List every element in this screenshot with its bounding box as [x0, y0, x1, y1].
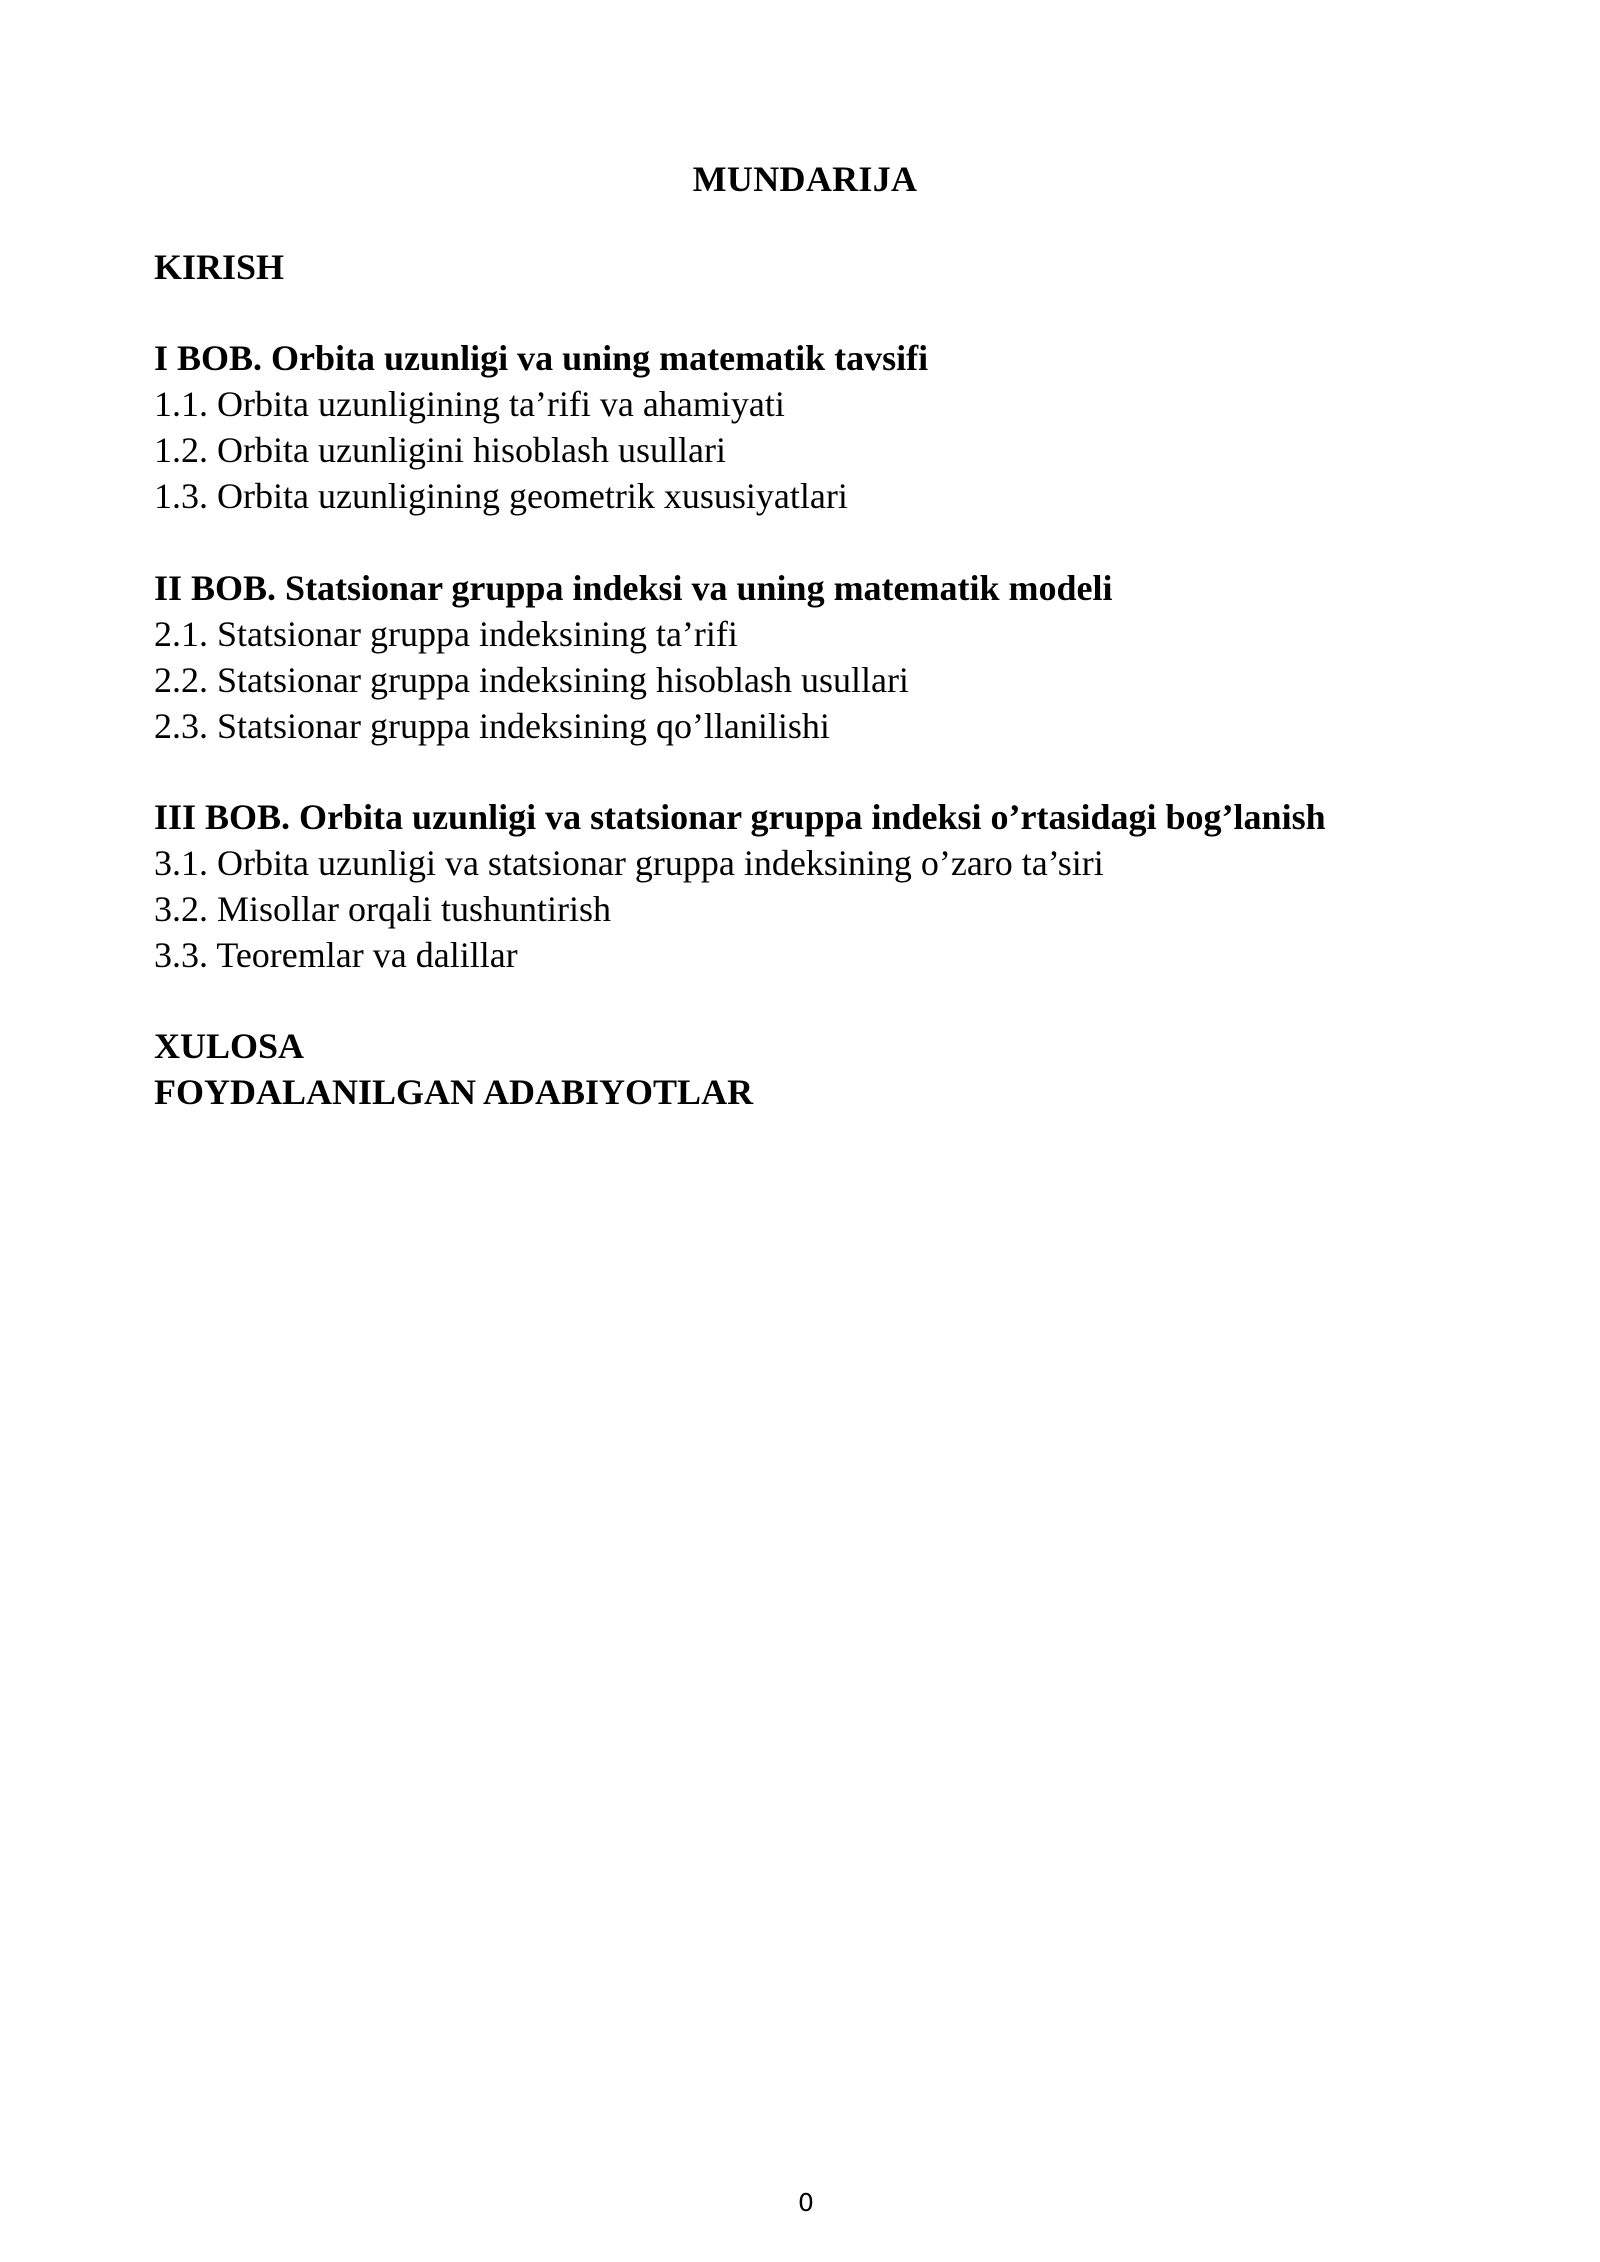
toc-section-3-1: 3.1. Orbita uzunligi va statsionar gruppa indeksining o’zaro ta’siri: [154, 843, 1104, 883]
page-title: MUNDARIJA: [692, 159, 918, 199]
toc-section-1-2: 1.2. Orbita uzunligini hisoblash usullari: [154, 430, 726, 470]
toc-entry-references: FOYDALANILGAN ADABIYOTLAR: [154, 1072, 754, 1112]
toc-chapter-2-heading: II BOB. Statsionar gruppa indeksi va uning matematik modeli: [154, 568, 1113, 608]
toc-chapter-3-heading: III BOB. Orbita uzunligi va statsionar gruppa indeksi o’rtasidagi bog’lanish: [154, 797, 1326, 837]
toc-section-1-1: 1.1. Orbita uzunligining ta’rifi va ahamiyati: [154, 384, 785, 424]
toc-chapter-1-heading: I BOB. Orbita uzunligi va uning matematik tavsifi: [154, 338, 929, 378]
toc-section-2-3: 2.3. Statsionar gruppa indeksining qo’llanilishi: [154, 706, 830, 746]
toc-entry-conclusion: XULOSA: [154, 1026, 305, 1066]
toc-section-3-3: 3.3. Teoremlar va dalillar: [154, 935, 518, 975]
toc-section-2-2: 2.2. Statsionar gruppa indeksining hisoblash usullari: [154, 660, 909, 700]
page-number: 0: [798, 2188, 814, 2217]
toc-section-2-1: 2.1. Statsionar gruppa indeksining ta’rifi: [154, 614, 738, 654]
toc-section-3-2: 3.2. Misollar orqali tushuntirish: [154, 889, 611, 929]
toc-section-1-3: 1.3. Orbita uzunligining geometrik xususiyatlari: [154, 476, 848, 516]
toc-entry-introduction: KIRISH: [154, 247, 285, 287]
